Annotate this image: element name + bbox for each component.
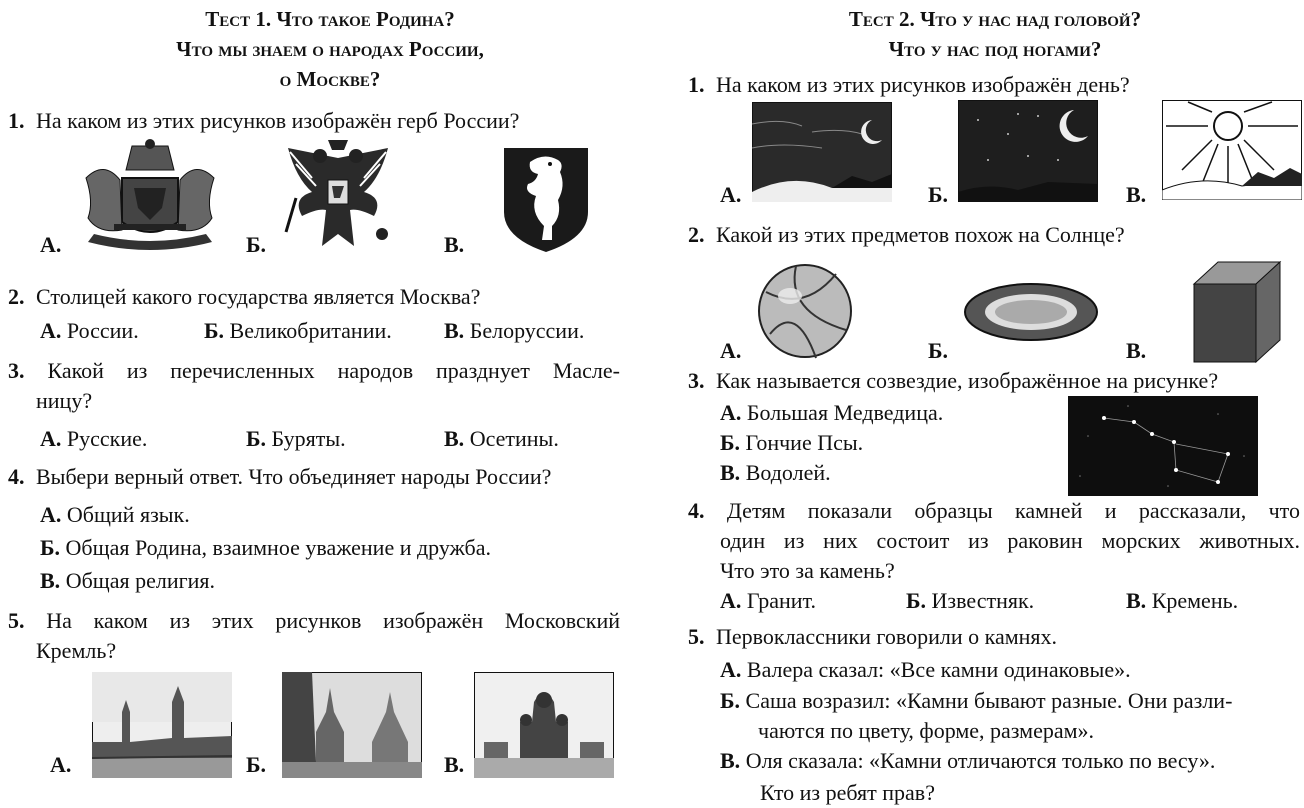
t1-q5-label-c: В. (444, 752, 465, 777)
kremlin-photo-b (282, 672, 422, 778)
t2-q1-label-a: А. (720, 182, 742, 207)
t2-q2-text: Какой из этих предметов похож на Солнце? (716, 222, 1125, 247)
t2-q4-option-b-text: Известняк. (931, 588, 1035, 613)
t2-q2-num: 2. (688, 222, 705, 247)
t2-q5-option-a-text: Валера сказал: «Все камни одинаковые». (746, 657, 1131, 682)
t2-q5-option-b-text: Саша возразил: «Камни бывают разные. Они разли- (745, 688, 1233, 713)
t2-q3-option-a-letter: А. (720, 400, 742, 425)
t1-q3-option-c-letter: В. (444, 426, 465, 451)
t2-q5-option-c-letter: В. (720, 748, 741, 773)
t2-q3-num: 3. (688, 368, 705, 393)
t2-q5-final-question: Кто из ребят прав? (760, 780, 935, 805)
test2-title-line1: Тест 2. Что у нас над головой? (848, 7, 1142, 31)
t2-q4-option-a-text: Гранит. (746, 588, 816, 613)
t2-q4-option-c (1126, 586, 1238, 616)
t2-q3-option-b-text: Гончие Псы. (745, 430, 864, 455)
t1-q5-text-line1: На каком из этих рисунков изображён Московский (46, 608, 621, 633)
t2-q5-option-c (720, 746, 1215, 776)
t1-q2-option-c-letter: В. (444, 318, 465, 343)
t2-q5-option-b (720, 686, 1232, 716)
t1-q4-option-a-letter: А. (40, 502, 62, 527)
test1-title (20, 4, 640, 94)
t1-q2-option-a-text: России. (66, 318, 139, 343)
t1-q2-text: Столицей какого государства является Москва? (36, 284, 481, 309)
cube-image (1190, 260, 1282, 364)
t1-q4-option-a-text: Общий язык. (66, 502, 190, 527)
t2-q3-option-a (720, 398, 943, 428)
kremlin-photo-c (474, 672, 614, 778)
t2-q4-option-b (906, 586, 1034, 616)
t1-q3-option-b (246, 424, 346, 454)
t1-q4-num: 4. (8, 464, 25, 489)
coat-of-arms-c-image (500, 142, 592, 254)
ball-image (756, 262, 854, 360)
t2-q4-option-a (720, 586, 816, 616)
t2-q4-option-c-text: Кремень. (1151, 588, 1239, 613)
t1-q3-option-b-letter: Б. (246, 426, 267, 451)
t1-q3-text-line1: Какой из перечисленных народов празднует Масле- (47, 358, 621, 383)
t1-q3 (8, 356, 620, 416)
t1-q5-label-b: Б. (246, 752, 267, 777)
test2-title-line2: Что у нас под ногами? (888, 37, 1102, 61)
constellation-image (1068, 396, 1258, 496)
t1-q2-num: 2. (8, 284, 25, 309)
t1-q3-option-a (40, 424, 147, 454)
t1-q2-option-b (204, 316, 392, 346)
t1-q3-option-a-letter: А. (40, 426, 62, 451)
t1-q5 (8, 606, 620, 666)
t1-q2-option-c-text: Белоруссии. (469, 318, 585, 343)
t1-q5-text-line2: Кремль? (36, 638, 117, 663)
t1-q4-text: Выбери верный ответ. Что объединяет народы России? (36, 464, 552, 489)
t2-q5-option-a (720, 655, 1131, 685)
t1-q3-option-c-text: Осетины. (469, 426, 559, 451)
t2-q2 (688, 220, 1125, 250)
night-picture-a (752, 102, 892, 202)
day-picture-c (1162, 100, 1302, 200)
t2-q5-num: 5. (688, 624, 705, 649)
coat-of-arms-a-image (78, 138, 222, 254)
t2-q3-option-b-letter: Б. (720, 430, 741, 455)
t1-q2-option-a-letter: А. (40, 318, 62, 343)
t2-q4 (688, 496, 1300, 586)
t2-q4-text-line2: один из них состоит из раковин морских животных. (720, 528, 1300, 553)
t2-q5-option-c-text: Оля сказала: «Камни отличаются только по весу». (745, 748, 1216, 773)
coat-of-arms-b-image (282, 138, 394, 256)
t1-q1-label-a: А. (40, 232, 62, 257)
t2-q4-option-a-letter: А. (720, 588, 742, 613)
t1-q1-text: На каком из этих рисунков изображён герб России? (36, 108, 520, 133)
t2-q3-option-b (720, 428, 863, 458)
t2-q4-option-c-letter: В. (1126, 588, 1147, 613)
t2-q1-num: 1. (688, 72, 705, 97)
test1-title-line2: Что мы знаем о народах России, (176, 37, 484, 61)
night-picture-b (958, 100, 1098, 202)
t1-q2-option-c (444, 316, 584, 346)
test1-title-line1: Тест 1. Что такое Родина? (205, 7, 455, 31)
t2-q2-label-b: Б. (928, 338, 949, 363)
t2-q5-option-a-letter: А. (720, 657, 742, 682)
t2-q4-text-line1: Детям показали образцы камней и рассказали, что (726, 498, 1301, 523)
t1-q3-num: 3. (8, 358, 25, 383)
t1-q5-num: 5. (8, 608, 25, 633)
t2-q5-text: Первоклассники говорили о камнях. (716, 624, 1058, 649)
test2-title (690, 4, 1300, 64)
t2-q1-text: На каком из этих рисунков изображён день? (716, 72, 1130, 97)
t1-q3-option-c (444, 424, 559, 454)
t1-q4-option-c-text: Общая религия. (65, 568, 216, 593)
t1-q1 (8, 106, 519, 136)
t2-q3-option-c-letter: В. (720, 460, 741, 485)
t1-q3-option-b-text: Буряты. (271, 426, 346, 451)
t2-q4-text-line3: Что это за камень? (720, 558, 895, 583)
t2-q1-label-c: В. (1126, 182, 1147, 207)
t2-q1-label-b: Б. (928, 182, 949, 207)
t2-q3 (688, 366, 1218, 396)
t2-q5 (688, 622, 1057, 652)
t2-q3-text: Как называется созвездие, изображённое на рисунке? (716, 368, 1219, 393)
t1-q3-option-a-text: Русские. (66, 426, 148, 451)
t2-q3-option-c (720, 458, 831, 488)
t1-q4-option-b-letter: Б. (40, 535, 61, 560)
t1-q4-option-c (40, 566, 215, 596)
t2-q4-option-b-letter: Б. (906, 588, 927, 613)
t2-q3-option-a-text: Большая Медведица. (746, 400, 944, 425)
plate-image (962, 280, 1100, 344)
t1-q4 (8, 462, 551, 492)
t1-q2-option-b-text: Великобритании. (229, 318, 392, 343)
t1-q1-num: 1. (8, 108, 25, 133)
t1-q3-text-line2: ницу? (36, 388, 93, 413)
t1-q4-option-b-text: Общая Родина, взаимное уважение и дружба. (65, 535, 491, 560)
t2-q5-option-b-letter: Б. (720, 688, 741, 713)
t1-q4-option-c-letter: В. (40, 568, 61, 593)
t1-q4-option-b (40, 533, 491, 563)
kremlin-photo-a (92, 672, 232, 778)
t2-q5-option-b-text-line2: чаются по цвету, форме, размерам». (758, 718, 1095, 743)
t1-q4-option-a (40, 500, 190, 530)
t1-q5-label-a: А. (50, 752, 72, 777)
t1-q2-option-a (40, 316, 139, 346)
t1-q2 (8, 282, 480, 312)
t1-q2-option-b-letter: Б. (204, 318, 225, 343)
test1-title-line3: о Москве? (279, 67, 381, 91)
t1-q1-label-c: В. (444, 232, 465, 257)
t2-q2-label-c: В. (1126, 338, 1147, 363)
t1-q1-label-b: Б. (246, 232, 267, 257)
t2-q4-num: 4. (688, 498, 705, 523)
t2-q2-label-a: А. (720, 338, 742, 363)
t2-q3-option-c-text: Водолей. (745, 460, 831, 485)
t2-q1 (688, 70, 1130, 100)
